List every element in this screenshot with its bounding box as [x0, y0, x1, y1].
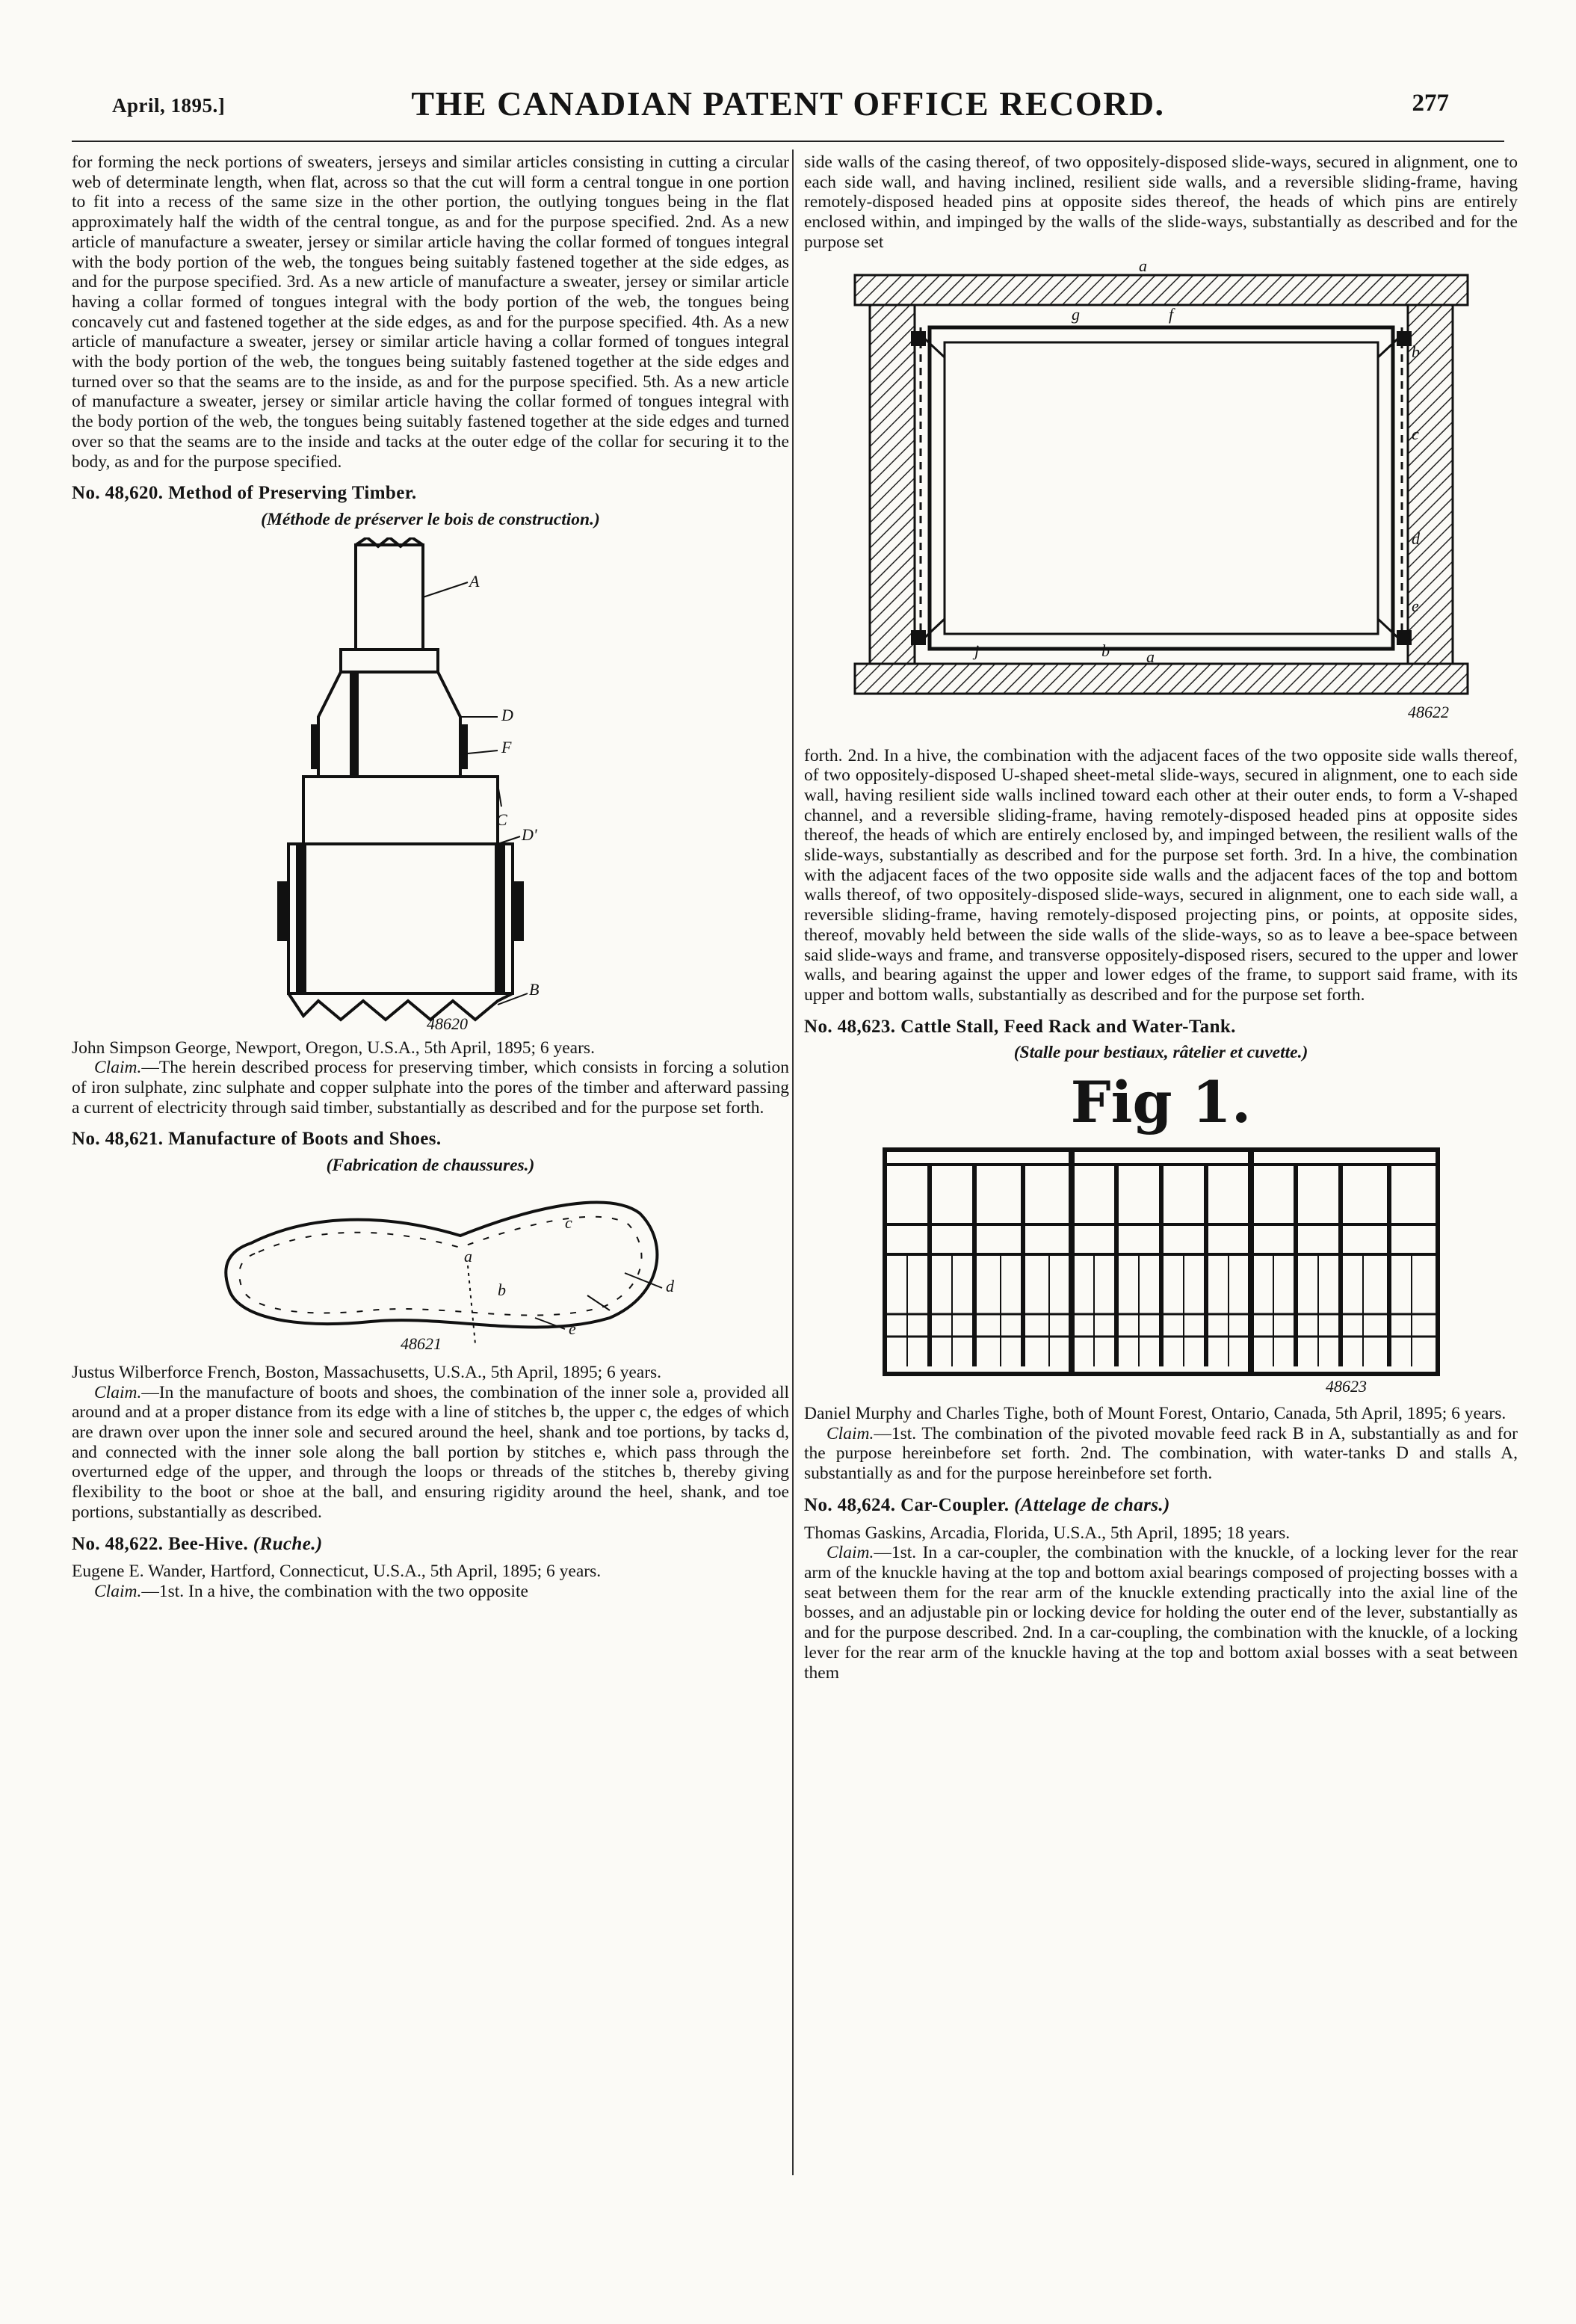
fig-label: D' — [522, 825, 537, 844]
inventor-48624: Thomas Gaskins, Arcadia, Florida, U.S.A., 5th April, 1895; 18 years. — [804, 1523, 1291, 1543]
timber-post-figure — [274, 537, 587, 1031]
figure-title: Fig 1. — [1070, 1069, 1252, 1136]
fig-label: b — [498, 1280, 506, 1299]
fig-label: B — [529, 979, 540, 999]
figure-number: 48623 — [1325, 1377, 1367, 1396]
fig-label: e — [1411, 596, 1419, 615]
page-number: 277 — [1412, 90, 1449, 117]
claim-48622 — [72, 1582, 789, 1602]
fig-label: D — [501, 705, 513, 724]
claim-label: Claim. — [826, 1543, 874, 1563]
fig-label: e — [569, 1319, 576, 1338]
figure-number: 48620 — [427, 1014, 468, 1031]
claim-text: —The herein described process for preserving timber, which consists in forcing a solution of iron sulphate, zinc sulphate and copper sulphate into the pores of the timber and afterward passing a current of electricity through said timber, substantially as described and for the purpose set forth. — [72, 1058, 789, 1118]
fig-label: f — [1168, 304, 1173, 324]
claim-text: —In the manufacture of boots and shoes, the combination of the inner sole a, provided all around and at a proper distance from its edge with a line of stitches b, the upper c, the edges of which are drawn over upon the inner sole and secured around the heel, shank and toe portions, by tacks d, and connected with the inner sole along the ball portion by stitches e, which pass through the overturned edge of the upper, and through the loops or threads of the stitches b, thereby giving flexibility to the boot or shoe at the ball, and ensuring rigidity around the heel, shank, and toe portions, substantially as described. — [72, 1382, 789, 1522]
patent-french-title-48621: (Fabrication de chaussures.) — [326, 1156, 535, 1176]
figure-number: 48621 — [401, 1334, 442, 1353]
fig-label: a — [464, 1246, 472, 1266]
claim-label: Claim. — [826, 1423, 874, 1443]
fig-label: C — [496, 810, 507, 829]
inventor-48622: Eugene E. Wander, Hartford, Connecticut, U.S.A., 5th April, 1895; 6 years. — [72, 1562, 602, 1582]
bee-hive-figure — [840, 260, 1483, 739]
fig-label: d — [1411, 528, 1420, 548]
patent-heading-48621: No. 48,621. Manufacture of Boots and Shoes. — [72, 1129, 442, 1150]
fig-label: g — [1071, 304, 1080, 324]
fig-label: A — [469, 571, 480, 591]
continued-claims-text-2: forth. 2nd. In a hive, the combination with the adjacent faces of the two opposite side walls thereof, of two oppositely-disposed U-shaped sheet-metal slide-ways, secured in alignment, one to each side wall, having resilient side walls inclined toward each other at their outer ends, to form a V-shaped channel, and a reversible sliding-frame, having remotely-disposed headed pins at opposite sides thereof, the heads of which are entirely enclosed by, and impinged between, the resilient walls of the slide-ways, substantially as described and for the purpose set forth. 3rd. In a hive, the combination with the adjacent faces of the two opposite side walls and the adjacent faces of the top and bottom walls thereof, of two oppositely-disposed slide-ways, secured in alignment, one to each side wall, a reversible sliding-frame, having remotely-disposed projecting pins, or points, at opposite sides, thereof, movably held between the side walls of the slide-ways, so as to leave a bee-space between said slide-ways and frame, and transverse oppositely-disposed risers, secured to the upper and lower walls, and bearing against the upper and lower edges of the frame, to support said frame, with its upper and bottom walls, substantially as described and for the purpose set forth. — [804, 745, 1518, 1005]
patent-french-title-48623: (Stalle pour bestiaux, râtelier et cuvette.) — [1013, 1043, 1308, 1063]
fig-label: j — [974, 641, 979, 660]
patent-french-title-48620: (Méthode de préserver le bois de construction.) — [261, 509, 600, 529]
fig-label: b — [1101, 641, 1110, 660]
claim-label: Claim. — [94, 1382, 142, 1402]
column-divider — [792, 150, 794, 2175]
heading-french: (Attelage de chars.) — [1014, 1494, 1170, 1515]
claim-text: —1st. The combination of the pivoted movable feed rack B in A, substantially as and for the purpose hereinbefore set forth. 2nd. The combination, with water-tanks D and stalls A, substantially as and for the purpose hereinbefore set forth. — [804, 1423, 1518, 1484]
claim-label: Claim. — [94, 1058, 142, 1078]
fig-label: c — [565, 1212, 572, 1232]
fig-label: a — [1146, 647, 1155, 666]
claim-48620 — [72, 1058, 789, 1118]
claim-48621 — [72, 1383, 789, 1523]
inventor-48623: Daniel Murphy and Charles Tighe, both of Mount Forest, Ontario, Canada, 5th April, 1895; 6 years. — [804, 1404, 1507, 1424]
figure-number: 48622 — [1407, 702, 1449, 721]
issue-date: April, 1895.] — [112, 94, 226, 117]
heading-text: No. 48,622. Bee-Hive. — [72, 1533, 249, 1554]
fig-label: d — [666, 1276, 674, 1295]
fig-label: c — [1411, 424, 1419, 443]
inventor-48620: John Simpson George, Newport, Oregon, U.S.A., 5th April, 1895; 6 years. — [72, 1038, 595, 1058]
claim-text: —1st. In a car-coupler, the combination with the knuckle, of a locking lever for the rear arm of the knuckle having at the top and bottom axial bearings composed of projecting bosses with a seat between them for the rear arm of the knuckle extending practically into the axial line of the bosses, and an adjustable pin or locking device for holding the outer end of the lever, substantially as and for the purpose described. 2nd. In a car-coupling, the combination with the knuckle, of a locking lever for the rear arm of the knuckle having at the top and bottom axial bosses with a seat between them — [804, 1543, 1518, 1683]
left-column — [72, 152, 789, 1602]
patent-heading-48624 — [804, 1496, 1518, 1516]
page-title: THE CANADIAN PATENT OFFICE RECORD. — [411, 84, 1165, 123]
fig-label: b — [1411, 342, 1420, 361]
patent-heading-48622 — [72, 1535, 789, 1555]
shoe-sole-figure — [146, 1183, 714, 1355]
continued-claims-text: for forming the neck portions of sweaters, jerseys and similar articles consisting in cutting a circular web of determinate length, when flat, across so that the cut will form a central tongue in one portion to fit into a recess of the same size in the other portion, the outlying tongues being in the flat approximately half the width of the central tongue, as and for the purpose specified. 2nd. As a new article of manufacture a sweater, jersey or similar article having the collar formed of tongues integral with the body portion of the web, the tongues being suitably fastened together at the side edges, as and for the purpose specified. 3rd. As a new article of manufacture a sweater, jersey or similar article having a collar formed of tongues integral with the body portion of the web, the tongues being concavely cut and fastened together at the side edges, as and for the purpose specified. 4th. As a new article of manufacture a sweater, jersey or similar article having a collar formed of tongues integral with the body portion of the web, the tongues being suitably fastened together at the side edges and turned over so that the seams are to the inside, as and for the purpose specified. 5th. As a new article of manufacture a sweater, jersey or similar article having the collar formed of tongues integral with the body portion of the web, the tongues being suitably fastened together at the side edges and turned over so that the seams are to the inside and tacks at the outer edge of the collar for securing it to the body, as and for the purpose specified. — [72, 152, 789, 472]
right-column — [804, 152, 1518, 1683]
claim-label: Claim. — [94, 1581, 142, 1601]
fig-label: a — [1138, 259, 1147, 275]
patent-heading-48623: No. 48,623. Cattle Stall, Feed Rack and Water-Tank. — [804, 1016, 1236, 1037]
claim-48624 — [804, 1543, 1518, 1683]
continued-claims-text: side walls of the casing thereof, of two oppositely-disposed slide-ways, secured in alignment, one to each side wall, and having inclined, resilient side walls, and a reversible sliding-frame, having remotely-disposed headed pins at opposite sides thereof, the heads of which pins are entirely enclosed within, and impinged by the walls of the slide-ways, substantially as described and for the purpose set — [804, 152, 1518, 252]
claim-text: —1st. In a hive, the combination with the two opposite — [141, 1581, 528, 1601]
heading-text: No. 48,624. Car-Coupler. — [804, 1494, 1010, 1515]
fig-label: F — [501, 737, 512, 756]
header-rule — [72, 141, 1504, 142]
claim-48623 — [804, 1424, 1518, 1484]
heading-french: (Ruche.) — [253, 1533, 323, 1554]
cattle-stall-figure — [877, 1142, 1445, 1396]
inventor-48621: Justus Wilberforce French, Boston, Massachusetts, U.S.A., 5th April, 1895; 6 years. — [72, 1362, 662, 1382]
patent-heading-48620: No. 48,620. Method of Preserving Timber. — [72, 483, 417, 504]
